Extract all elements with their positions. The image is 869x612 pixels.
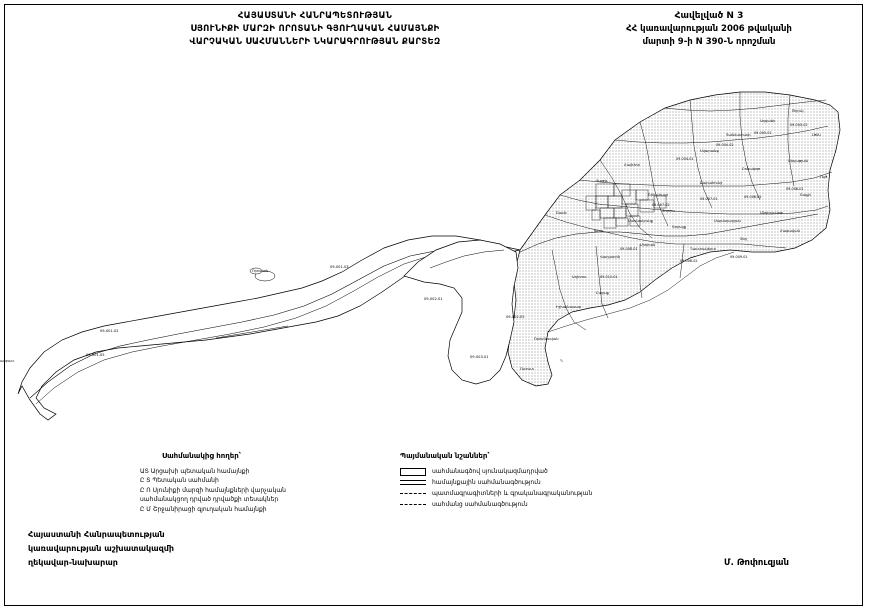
- svg-text:Ուռուտ: Ուռուտ: [520, 367, 534, 371]
- svg-text:Դարբաս: Դարբաս: [0, 359, 563, 363]
- svg-text:09-008-01: 09-008-01: [620, 247, 638, 251]
- legend-symbols: [400, 452, 660, 512]
- svg-text:09-006-02: 09-006-02: [744, 195, 762, 199]
- map-region-east: [508, 92, 840, 386]
- legend-left-title: Սահմանակից հողեր՝: [162, 452, 241, 460]
- svg-text:Քարահունջ: Քարահունջ: [700, 181, 723, 185]
- legend-item-3: [400, 490, 660, 499]
- svg-text:Ախլաթյան: Ախլաթյան: [788, 159, 809, 163]
- svg-text:09-005-02: 09-005-02: [790, 123, 808, 127]
- svg-text:Աղիտու: Աղիտու: [572, 275, 587, 279]
- legend-item-2: [400, 479, 660, 488]
- svg-text:Խոտ: Խոտ: [594, 229, 604, 233]
- title-line-3: ՎԱՐՉԱԿԱՆ ՍԱՀՄԱՆՆԵՐԻ ՆԿԱՐԱԳՐՈՒԹՅԱՆ ՔԱՐՏԵԶ: [189, 37, 441, 47]
- svg-text:09-003-01: 09-003-01: [470, 355, 489, 359]
- svg-text:Իշխանասար: Իշխանասար: [556, 305, 582, 309]
- title-line-1: ՀԱՅԱՍՏԱՆԻ ՀԱՆՐԱՊԵՏՈՒԹՅԱՆ: [237, 11, 393, 21]
- svg-text:Ույծ: Ույծ: [820, 175, 828, 179]
- signatory-line-2: կառավարության աշխատակազմի: [28, 544, 175, 553]
- signatory-line-1: Հայաստանի Հանրապետության: [28, 530, 165, 539]
- legend-item-4: [400, 501, 660, 510]
- svg-text:Գորայք: Գորայք: [672, 225, 687, 229]
- legend-item-3-label: պատմագրագիտների և գրականագրականության: [432, 489, 593, 497]
- svg-text:Սիսիան: Սիսիան: [640, 243, 656, 247]
- svg-text:Լծեն: Լծեն: [812, 133, 821, 137]
- signatory-name: Մ. Թոփուզյան: [724, 558, 789, 568]
- legend-left-row-2: Ը Տ Պետական սահմանի: [140, 477, 219, 484]
- svg-text:Տանձատափ: Տանձատափ: [726, 133, 751, 137]
- svg-text:Սվարանց: Սվարանց: [700, 149, 719, 153]
- legend-swatch-solid-box-icon: [400, 468, 426, 475]
- svg-text:Վաղատին: Վաղատին: [600, 255, 621, 259]
- svg-text:Հացավան: Հացավան: [780, 229, 800, 233]
- approval-line-2: ՀՀ կառավարության 2006 թվականի: [626, 24, 792, 34]
- svg-text:Շինուհայր: Շինուհայր: [648, 193, 669, 197]
- map-region-central: [404, 240, 518, 384]
- legend-left-row-4: սահմանակցող դրված դրվածքի տեսակներ: [140, 496, 279, 503]
- svg-text:09-007-02: 09-007-02: [652, 203, 670, 207]
- legend-item-1: [400, 468, 660, 477]
- svg-text:09-001-05: 09-001-05: [86, 353, 105, 357]
- legend-swatch-double-line-icon: [400, 479, 426, 486]
- legend-item-2-label: համայնքային սահմանագծություն: [432, 478, 541, 486]
- title-line-2: ՍՅՈՒՆԻՔԻ ՄԱՐԶԻ ՈՐՈՏԱՆԻ ԳՅՈՒՂԱԿԱՆ ՀԱՄԱՅՆՔԻ: [190, 24, 440, 34]
- svg-text:09-010-01: 09-010-01: [600, 275, 618, 279]
- approval-line-1: Հավելված N 3: [674, 11, 744, 21]
- svg-text:Տեղ: Տեղ: [740, 237, 748, 241]
- svg-text:Անգեղակոթ: Անգեղակոթ: [760, 211, 783, 215]
- legend-item-4-label: սահմանց սահմանագծություն: [432, 500, 528, 508]
- legend-left-row-3: Ը Ո Սյունիքի մարզի համայնքների վարչական: [140, 486, 286, 494]
- svg-text:09-001-02: 09-001-02: [100, 329, 119, 333]
- svg-text:Հալիձոր: Հալիձոր: [624, 163, 641, 167]
- svg-text:Ծղուկ: Ծղուկ: [792, 109, 804, 113]
- svg-text:Աղվանի: Աղվանի: [760, 119, 776, 123]
- svg-text:Տաթև: Տաթև: [596, 179, 608, 183]
- svg-text:Սպանդարյան: Սպանդարյան: [714, 219, 741, 223]
- legend-right-title: Պայմանական նշաններ՝: [400, 452, 490, 460]
- legend-left-row-1: ԱՏ Արցախի պետական համայնքի: [140, 467, 250, 475]
- approval-line-3: մարտի 9-ի N 390-Ն որոշման: [642, 37, 776, 47]
- svg-text:Շամբ: Շամբ: [556, 211, 567, 215]
- legend-swatch-dash-icon: [400, 501, 426, 508]
- svg-text:09-007-01: 09-007-01: [700, 197, 718, 201]
- signatory-title: [28, 528, 174, 570]
- legend-left-row-5: Ը Մ Շրջանիրացի գյուղական համայնքի: [140, 505, 267, 513]
- legend-adjacent-lands: [140, 452, 370, 514]
- svg-text:09-004-01: 09-004-01: [676, 157, 694, 161]
- svg-text:Շաքի: Շաքի: [800, 193, 811, 197]
- svg-text:09-006-01: 09-006-01: [786, 187, 804, 191]
- svg-text:Դաստակերտ: Դաստակերտ: [690, 247, 716, 251]
- svg-text:Բռնակոթ: Բռնակոթ: [742, 167, 760, 171]
- svg-text:09-004-02: 09-004-02: [716, 143, 734, 147]
- svg-text:09-009-01: 09-009-01: [730, 255, 748, 259]
- svg-text:Որոտնավան: Որոտնավան: [534, 337, 559, 341]
- svg-text:Տոլորս: Տոլորս: [662, 209, 675, 213]
- svg-text:09-001-03: 09-001-03: [330, 265, 349, 269]
- svg-text:Որոտան: Որոտան: [252, 269, 269, 273]
- signatory-line-3: ղեկավար-նախարար: [28, 558, 118, 567]
- svg-text:09-002-05: 09-002-05: [506, 315, 525, 319]
- legend-swatch-dash-dot-icon: [400, 490, 426, 497]
- svg-text:Սառնակունք: Սառնակունք: [628, 219, 653, 223]
- svg-text:09-008-02: 09-008-02: [680, 259, 698, 263]
- svg-text:09-002-01: 09-002-01: [424, 297, 443, 301]
- svg-text:Բալաք: Բալաք: [596, 291, 609, 295]
- svg-text:09-005-01: 09-005-01: [754, 131, 772, 135]
- legend-item-1-label: սահմանագծով սյունակազմադրված: [432, 467, 548, 475]
